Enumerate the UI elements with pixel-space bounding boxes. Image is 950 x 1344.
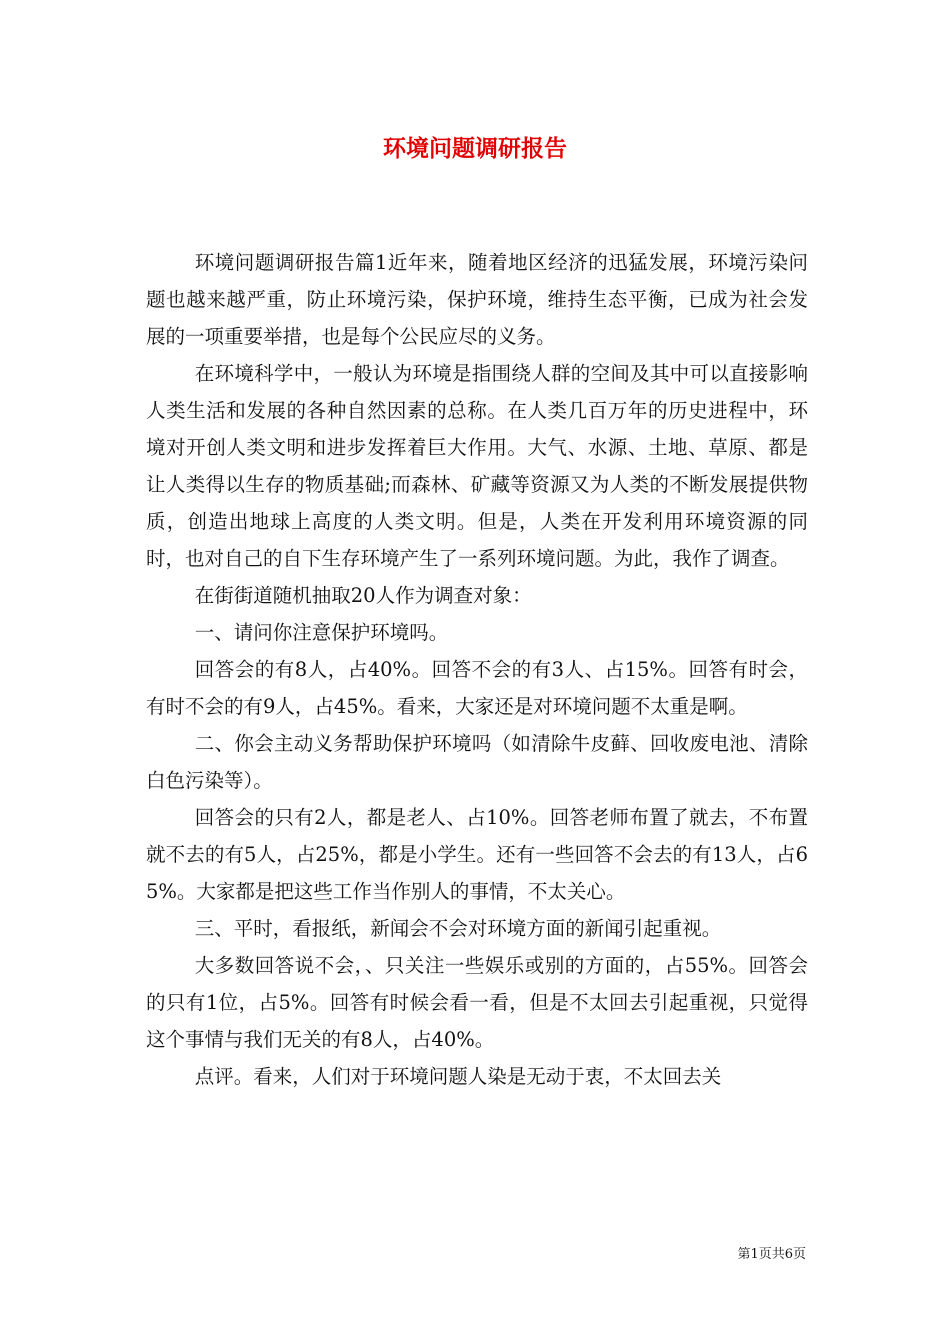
paragraph: 三、平时，看报纸，新闻会不会对环境方面的新闻引起重视。 (194, 917, 722, 940)
document-body (146, 244, 808, 1095)
paragraph: 回答会的有8人，占40%。回答不会的有3人、占15%。回答有时会，有时不会的有9人，占45%。看来，大家还是对环境问题不太重是啊。 (146, 658, 808, 718)
paragraph: 大多数回答说不会，、只关注一些娱乐或别的方面的，占55%。回答会的只有1位，占5%。回答有时候会看一看，但是不太回去引起重视，只觉得这个事情与我们无关的有8人，占40%。 (146, 954, 808, 1051)
page-title: 环境问题调研报告 (383, 135, 567, 162)
paragraph: 在环境科学中，一般认为环境是指围绕人群的空间及其中可以直接影响人类生活和发展的各种自然因素的总称。在人类几百万年的历史进程中，环境对开创人类文明和进步发挥着巨大作用。大气、水源、土地、草原、都是让人类得以生存的物质基础;而森林、矿藏等资源又为人类的不断发展提供物质，创造出地球上高度的人类文明。但是，人类在开发利用环境资源的同时，也对自己的自下生存环境产生了一系列环境问题。为此，我作了调查。 (146, 362, 808, 570)
paragraph: 二、你会主动义务帮助保护环境吗（如清除牛皮藓、回收废电池、清除白色污染等）。 (146, 732, 808, 792)
page-number: 第1页共6页 (737, 1247, 806, 1262)
paragraph: 环境问题调研报告篇1近年来，随着地区经济的迅猛发展，环境污染问题也越来越严重，防止环境污染，保护环境，维持生态平衡，已成为社会发展的一项重要举措，也是每个公民应尽的义务。 (146, 251, 808, 348)
paragraph: 点评。看来，人们对于环境问题人染是无动于衷，不太回去关 (194, 1065, 722, 1088)
paragraph: 在街街道随机抽取20人作为调查对象： (194, 584, 532, 607)
paragraph: 回答会的只有2人，都是老人、占10%。回答老师布置了就去，不布置就不去的有5人，占25%，都是小学生。还有一些回答不会去的有13人，占65%。大家都是把这些工作当作别人的事情，不太关心。 (146, 806, 808, 903)
paragraph: 一、请问你注意保护环境吗。 (194, 621, 449, 644)
